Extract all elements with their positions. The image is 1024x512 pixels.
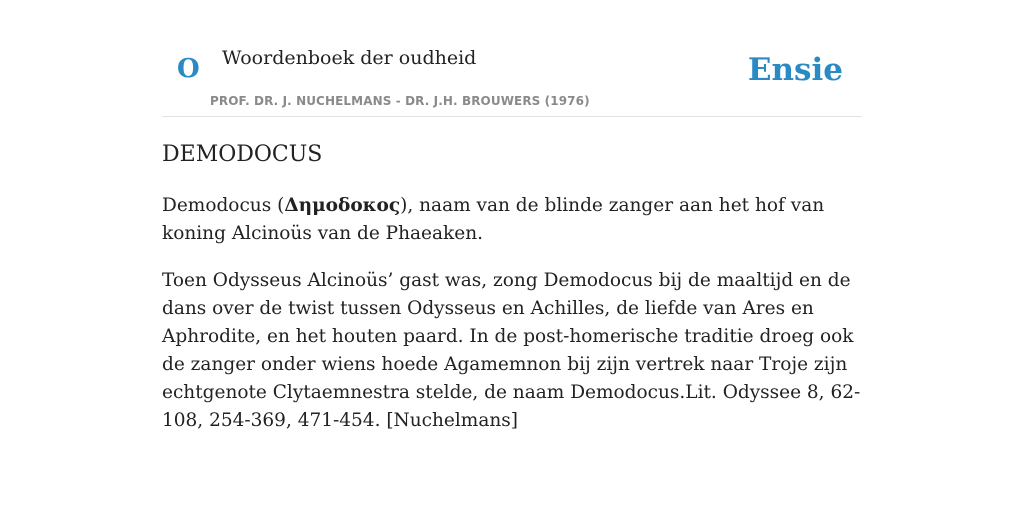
article-body <box>162 192 862 454</box>
paragraph-description: Toen Odysseus Alcinoüs’ gast was, zong Demodocus bij de maaltijd en de dans over de twist tussen Odysseus en Achilles, de liefde van Ares en Aphrodite, en het houten paard. In de post-homerische traditie droeg ook de zanger onder wiens hoede Agamemnon bij zijn vertrek naar Troje zijn echtgenote Clytaemnestra stelde, de naam Demodocus.Lit. Odyssee 8, 62-108, 254-369, 471-454. [Nuchelmans] <box>162 270 861 431</box>
book-authors: PROF. DR. J. NUCHELMANS - DR. J.H. BROUWERS (1976) <box>210 94 590 108</box>
index-letter[interactable]: O <box>177 54 200 84</box>
article-header <box>162 0 862 117</box>
definition-text-end: ), naam van de blinde zanger aan het hof van koning Alcinoüs van de Phaeaken. <box>162 195 825 244</box>
book-title[interactable]: Woordenboek der oudheid <box>222 47 477 69</box>
ensie-logo[interactable]: Ensie <box>747 52 843 88</box>
definition-text-start: Demodocus ( <box>162 195 285 216</box>
greek-name: Δημοδοκος <box>284 195 401 216</box>
page <box>162 0 862 431</box>
lemma-title: DEMODOCUS <box>162 142 323 167</box>
paragraph-definition <box>162 192 862 248</box>
